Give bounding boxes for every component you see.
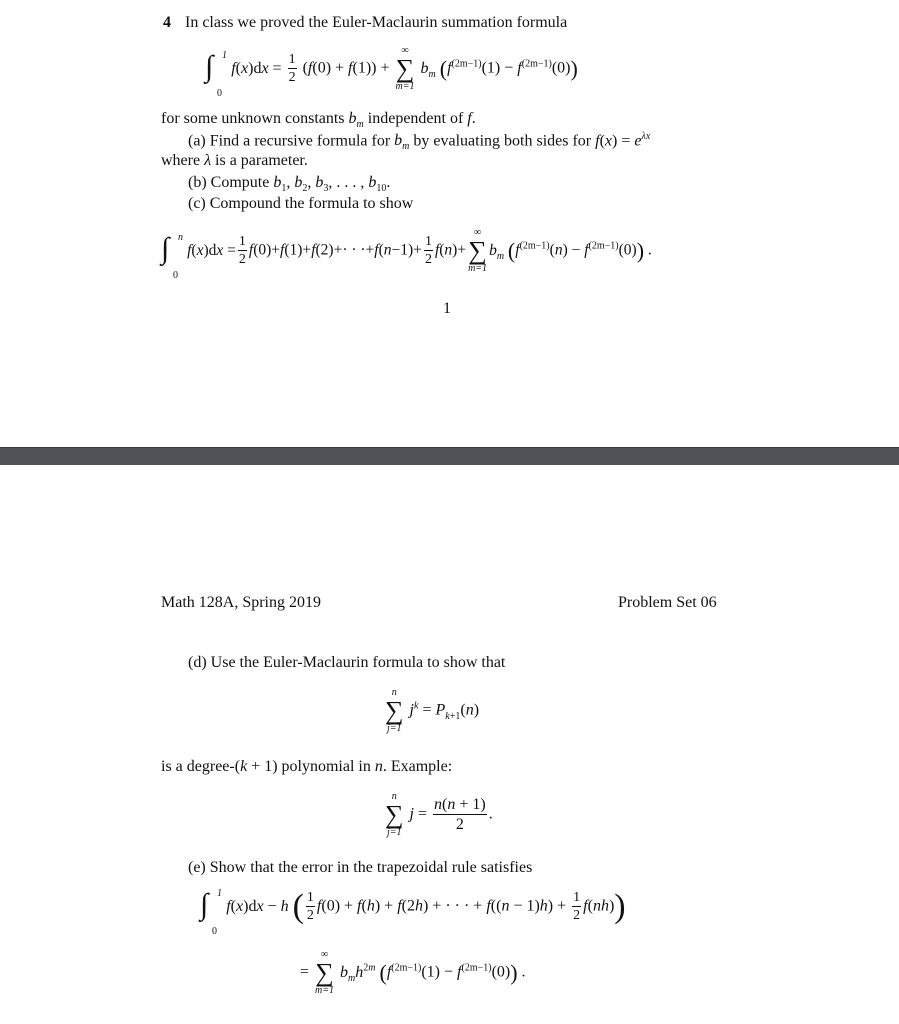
problem-number: 4 <box>163 14 171 31</box>
trapezoid-error-lhs: ∫ 1 0 f(x)dx − h ( $\frac{1}{2}$ f(0) + f(h) + f(2h) + · · · + f((n − 1)h) + $\frac{1}{2}$ f(nh)) <box>200 888 626 937</box>
part-a-line: (a) Find a recursive formula for $b_m$ by evaluating both sides for $f(x) = e^{\lambda x}$ <box>188 131 651 153</box>
power-sum-formula: n ∑ j=1 $j^k = P_{k+1}(n)$ <box>385 687 480 734</box>
problem-set-header: Problem Set 06 <box>618 594 717 611</box>
page-separator <box>0 447 899 465</box>
degree-line: is a degree-(k + 1) polynomial in n. Example: <box>161 758 453 775</box>
course-header: Math 128A, Spring 2019 <box>161 594 321 611</box>
page-number: 1 <box>443 300 451 317</box>
compound-formula: ∫ n 0 f(x)dx = $\frac{1}{2}$ f(0)+f(1)+f(2)+· · ·+f(n−1)+ $\frac{1}{2}$ f(n)+ ∞ ∑ m=1 $b_m$ $(f^{(2m-1)}(n) - f^{(2m-1)}(0))$ . <box>161 227 652 281</box>
problem-intro: In class we proved the Euler-Maclaurin summation formula <box>185 14 568 31</box>
problem-heading <box>163 14 567 32</box>
part-d-line: (d) Use the Euler-Maclaurin formula to show that <box>188 654 506 671</box>
trapezoid-error-rhs: = ∞ ∑ m=1 $b_mh^{2m}$ $(f^{(2m-1)}(1) - f^{(2m-1)}(0))$ . <box>300 949 526 996</box>
part-b-line: (b) Compute $b_1$, $b_2$, $b_3$, . . . , $b_{10}$. <box>188 174 391 195</box>
constants-line: for some unknown constants $b_m$ independent of f. <box>161 110 476 131</box>
euler-maclaurin-formula: ∫ 1 0 f(x)dx = $\frac{1}{2}$ (f(0) + f(1)) + ∞ ∑ m=1 $b_m$ $(f^{(2m-1)}(1) - f^{(2m-1)}(0))$ <box>205 45 578 99</box>
example-formula: n ∑ j=1 j = $\frac{n(n + 1)}{2}$ . <box>385 791 493 838</box>
part-c-line: (c) Compound the formula to show <box>188 195 414 212</box>
part-e-line: (e) Show that the error in the trapezoidal rule satisfies <box>188 859 533 876</box>
part-a-where-line: where λ is a parameter. <box>161 152 308 169</box>
